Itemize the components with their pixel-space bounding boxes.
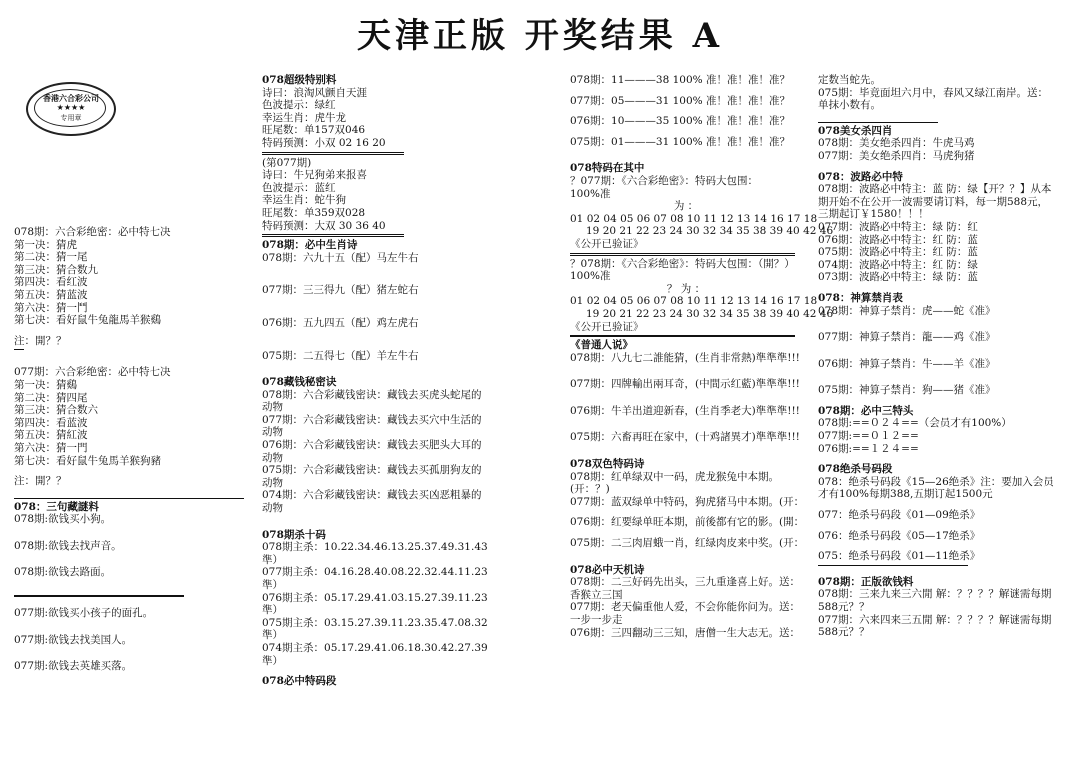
column-4: 定数当蛇先。 075期：毕竟面坦六月中，春风又绿江南岸。送：单抹小数有。 078美女杀四肖 078期：美女绝杀四肖：牛虎马鸡 077期：美女绝杀四肖：马虎狗猪 078：波路必中特 078期：波路必中特主：蓝 防：绿【开？？】从本期开始不在公开一波需要请订料，每一期588元，三期起订￥1580！！！ 077期：波路必中特主：绿 防：红 076期：波路必中特主：红 防：蓝 075期：波路必中特主：红 防：蓝 074期：波路必中特主：红 防：绿 073期：波路必中特主：绿 防：蓝 078：神算禁肖表 078期：神算子禁肖：虎——蛇《准》 077期：神算子禁肖：龍——鸡《准》 076期：神算子禁肖：牛——羊《准》 075期：神算子禁肖：狗——猪《准》 078期：必中三特头 078期:==０２４==（会员才有100%） 077期:==０１２== 076期:==１２４== 078绝杀号码段 078：绝杀号码段《15—26绝杀》注：要加入会员才有100%每期388,五期订起1500元 077：绝杀号码段《01—09绝杀》 076：绝杀号码段《05—17绝杀》 075：绝杀号码段《01—11绝杀》 078期：正版欲钱料 078期：三来九来三六閒 解：？？？？解谜需每期588元？？ 077期：六来四来三五閒 解：？？？？解谜需每期588元？？ [818, 74, 1054, 639]
page-title: 天津正版 开奖结果 A [356, 16, 724, 56]
col1-block1: 078期：六合彩绝密：必中特七决 第一决：猜虎 第二决：猜一尾 第三决：猜合数九 第四决：看红波 第五决：猜蓝波 第六决：猜一鬥 第七决：看好鼠牛兔龍馬羊猴鷄 [14, 226, 171, 327]
column-2: 078超级特别料 诗曰：浪淘风颤自天涯 色波提示：绿红 幸运生肖：虎牛龙 旺尾数：单157双046 特码预测：小双 02 16 20 (第077期) 诗曰：牛兄狗弟来报喜 色波提示：蓝红 幸运生肖：蛇牛狗 旺尾数：单359双028 特码预测：大双 30 36 40 078期：必中生肖诗 078期：六九十五（配）马左牛右 077期：三三得九（配）猪左蛇右 076期：五九四五（配）鸡左虎右 075期：二五得七（配）羊左牛右 078藏钱秘密诀 078期：六合彩藏钱密诀：藏钱去买虎头蛇尾的动物 077期：六合彩藏钱密诀：藏钱去买穴中生活的动物 076期：六合彩藏钱密诀：藏钱去买肥头大耳的动物 075期：六合彩藏钱密诀：藏钱去买孤朋狗友的动物 074期：六合彩藏钱密诀：藏钱去买凶恶粗暴的动物 078期杀十码 078期主杀：10.22.34.46.13.25.37.49.31.43 準） 077期主杀：04.16.28.40.08.22.32.44.11.23 準） 076期主杀：05.17.29.41.03.15.27.39.11.23 準） 075期主杀：03.15.27.39.11.23.35.47.08.32 準） 074期主杀：05.17.29.41.06.18.30.42.27.39 準） 078必中特码段 [262, 74, 488, 688]
column-1: 078期：六合彩绝密：必中特七决 第一决：猜虎 第二决：猜一尾 第三决：猜合数九 第四决：看红波 第五决：猜蓝波 第六决：猜一鬥 第七决：看好鼠牛兔龍馬羊猴鷄 注：開？？ 077期：六合彩绝密：必中特七决 第一决：猜鷄 第二决：猜四尾 第三决：猜合数六 第四决：看蓝波 第五决：猜紅波 第六决：猜一門 第七决：看好鼠牛兔馬羊猴狗豬 注：開？？ 078：三句藏謎料 078期:欲钱买小狗。 078期:欲钱去找声音。 078期:欲钱去路面。 077期:欲钱买小孩子的面孔。 077期:欲钱去找美国人。 077期:欲钱去英雄买落。 [14, 226, 244, 673]
col1-block2: 077期：六合彩绝密：必中特七决 第一决：猜鷄 第二决：猜四尾 第三决：猜合数六 第四决：看蓝波 第五决：猜紅波 第六决：猜一門 第七决：看好鼠牛兔馬羊猴狗豬 [14, 366, 171, 467]
column-3: 078期：11———38 100% 准！准！准！准？ 077期：05———31 100% 准！准！准！准？ 076期：10———35 100% 准！准！准！准？ 075期：01———31 100% 准！准！准！准？ 078特码在其中 ？077期：《六合彩绝密》：特码大包围： 100%准 为 ： 01 02 04 05 06 07 08 10 11 12 13 14 16 17 18 19 20 21 22 23 24 30 32 34 35 38 39 40 42 46 《公开已验证》 ？078期：《六合彩绝密》：特码大包围：（開？） 100%准 ？ 为 ： 01 02 04 05 06 07 08 10 11 12 13 14 16 17 18 19 20 21 22 23 24 30 32 34 35 38 39 40 42 46 《公开已验证》 《普通人说》 078期：八九七二誰能猜，(生肖非常熱)準準準!!! 077期：四牌輸出兩耳奇，(中間示红藍)準準準!!! 076期：牛羊出道迎新春，(生肖季老大)準準準!!! 075期：六畜再旺在家中，(十鸡諸異才)準準準!!! 078双色特码诗 078期：红单绿双中一码，虎龙猴兔中本期。(开：？) 077期：蓝双绿单中特码，狗虎猪马中本期。(开： 076期：红要绿单旺本期，前後都有它的影。(開： 075期：二三肉眉蛾一肖，红绿肉皮来中奖。(开： 078必中天机诗 078期：二三好码先出头，三九重逢喜上好。送：香猴立三国 077期：老天偏重他人爱，不会你能你问为。送：一步一步走 076期：三四翻动三三知，唐僧一生大志无。送： [570, 74, 834, 639]
official-stamp: 香港六合彩公司 ★★★★ 专用章 [26, 82, 116, 136]
